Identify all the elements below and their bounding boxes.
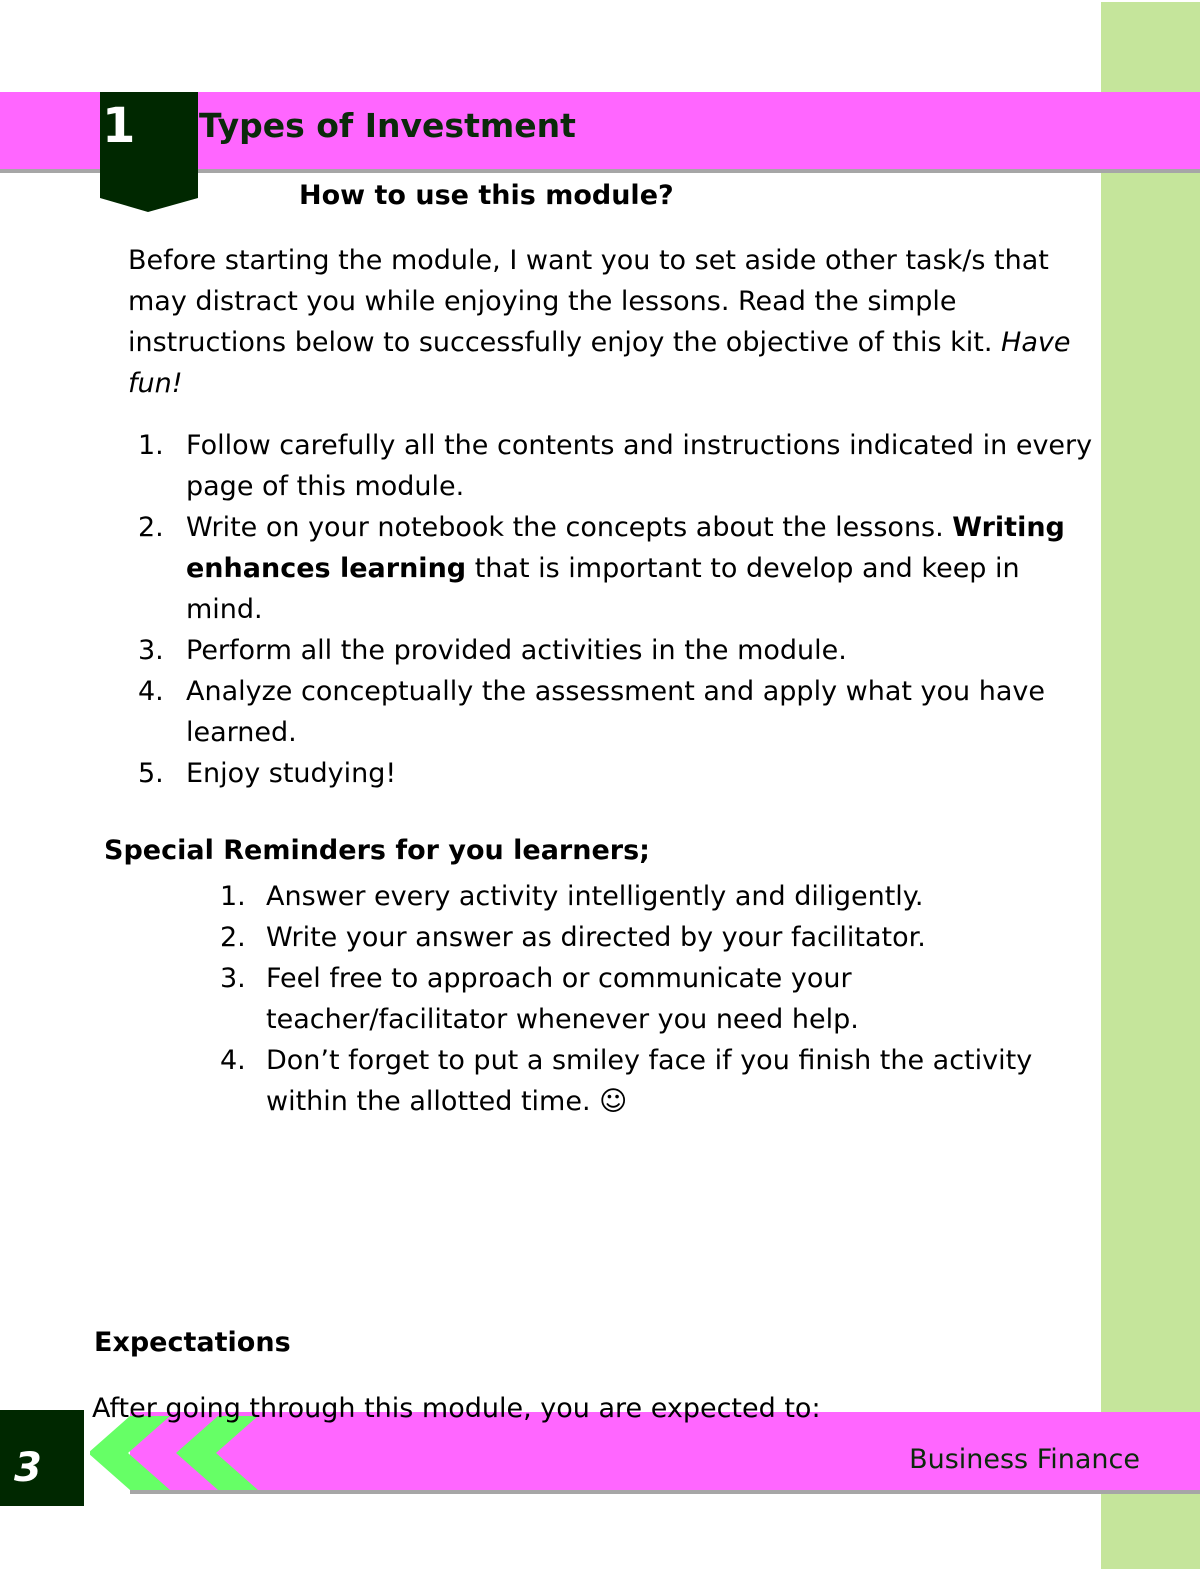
reminder-text: Answer every activity intelligently and diligently. [266, 881, 924, 912]
reminder-number: 4. [220, 1045, 246, 1076]
list-item [128, 630, 1103, 671]
lesson-number: 1 [102, 98, 136, 154]
list-item [128, 425, 1103, 507]
list-item [128, 753, 1103, 794]
page-number: 3 [14, 1445, 42, 1491]
step-number: 3. [138, 635, 164, 666]
list-item [210, 876, 1090, 917]
reminder-number: 3. [220, 963, 246, 994]
reminders-list [210, 876, 1090, 1122]
reminders-heading: Special Reminders for you learners; [104, 835, 650, 866]
list-item [210, 958, 1090, 1040]
step-number: 4. [138, 676, 164, 707]
reminder-text: Write your answer as directed by your facilitator. [266, 922, 926, 953]
reminder-text: Feel free to approach or communicate your teacher/facilitator whenever you need help. [266, 963, 859, 1035]
list-item [210, 1040, 1090, 1122]
step-number: 5. [138, 758, 164, 789]
step-text: Enjoy studying! [186, 758, 397, 789]
footer-subject: Business Finance [909, 1444, 1140, 1475]
reminder-text: Don’t forget to put a smiley face if you finish the activity within the allotted time. ☺ [266, 1045, 1033, 1117]
lesson-badge [98, 92, 198, 212]
list-item [128, 671, 1103, 753]
side-strip [1101, 2, 1200, 1569]
expectations-text: After going through this module, you are expected to: [92, 1393, 821, 1424]
list-item [128, 507, 1103, 630]
step-text: Follow carefully all the contents and instructions indicated in every page of this module. [186, 430, 1093, 502]
how-to-heading: How to use this module? [299, 180, 674, 211]
step-number: 2. [138, 512, 164, 543]
expectations-heading: Expectations [94, 1327, 291, 1358]
intro-text: Before starting the module, I want you to set aside other task/s that may distract you while enjoying the lessons. Read the simple instructions below to successfully enjoy the objective of this kit. [128, 245, 1049, 358]
step-text: Perform all the provided activities in the module. [186, 635, 847, 666]
step-text: Write on your notebook the concepts about the lessons. [186, 512, 944, 543]
reminder-number: 1. [220, 881, 246, 912]
list-item [210, 917, 1090, 958]
step-text: Analyze conceptually the assessment and apply what you have learned. [186, 676, 1045, 748]
reminder-number: 2. [220, 922, 246, 953]
page-number-box [0, 1410, 84, 1506]
step-text-bold: Writing enhances learning [186, 512, 1065, 584]
steps-list [128, 425, 1103, 794]
lesson-title: Types of Investment [199, 106, 576, 145]
step-text-end: that is important to develop and keep in mind. [186, 553, 1020, 625]
intro-paragraph [128, 240, 1103, 404]
intro-emphasis: Have fun! [128, 327, 1071, 399]
step-number: 1. [138, 430, 164, 461]
